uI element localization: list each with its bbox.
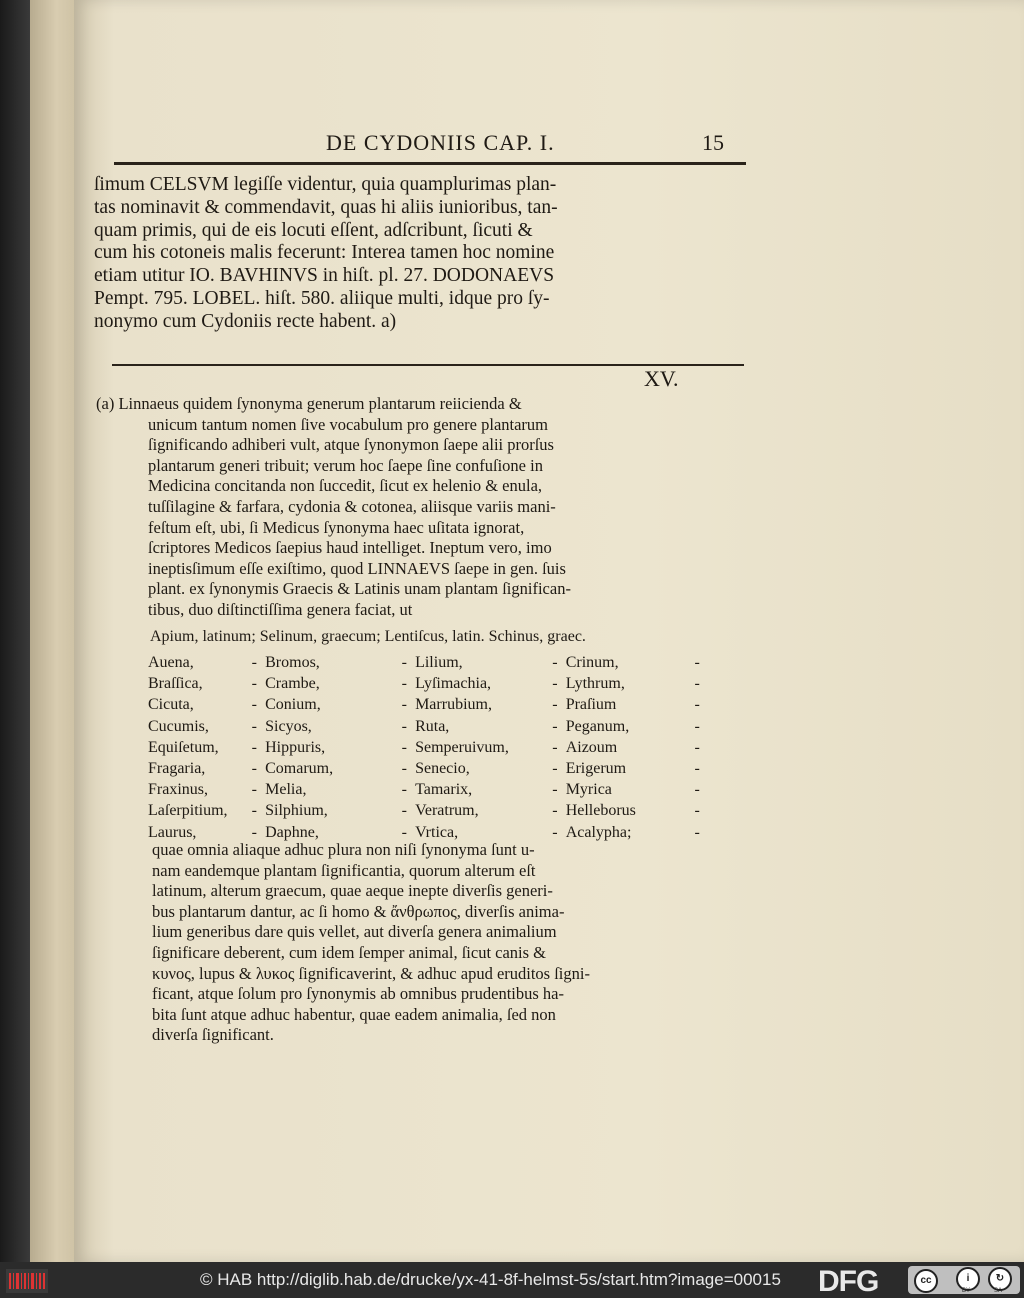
synonym-cell: Laſerpitium, xyxy=(148,802,228,820)
footnote-line: feſtum eſt, ubi, ſi Medicus ſynonyma haec uſitata ignorat, xyxy=(148,517,525,537)
dash-separator: - xyxy=(694,760,700,778)
synonym-cell: Bromos, xyxy=(265,654,320,671)
footnote-line: ſignificare deberent, cum idem ſemper animal, ſicut canis & xyxy=(152,942,547,962)
footnote-line: tibus, duo diſtinctiſſima genera faciat, ut xyxy=(148,599,413,619)
running-head xyxy=(114,126,754,158)
footnote-line: bita ſunt atque adhuc habentur, quae eadem animalia, ſed non xyxy=(152,1004,556,1024)
footnote-line: plant. ex ſynonymis Graecis & Latinis unam plantam ſignifican- xyxy=(148,579,571,599)
synonym-cell: Hippuris, xyxy=(265,738,326,756)
dash-separator: - xyxy=(552,823,558,841)
synonym-cell: Acalypha; xyxy=(565,823,632,841)
dash-separator: - xyxy=(251,802,257,820)
synonym-cell: Helleborus xyxy=(565,802,636,820)
dash-separator: - xyxy=(552,696,558,714)
synonym-header: Apium, latinum; Selinum, graecum; Lentiſcus, latin. Schinus, graec. xyxy=(150,628,586,645)
text-line: nonymo cum Cydoniis recte habent. a) xyxy=(94,310,397,332)
synonym-cell: Fraxinus, xyxy=(148,781,208,799)
dash-separator: - xyxy=(694,781,700,799)
text-line: ſimum CELSVM legiſſe videntur, quia quamplurimas plan- xyxy=(94,174,557,195)
dash-separator: - xyxy=(251,738,257,756)
dash-separator: - xyxy=(251,781,257,799)
synonym-cell: Conium, xyxy=(265,696,321,714)
main-text xyxy=(94,174,734,334)
text-line: quam primis, qui de eis locuti eſſent, adſcribunt, ſicuti & xyxy=(94,219,533,241)
dash-separator: - xyxy=(251,717,257,735)
synonym-cell: Myrica xyxy=(565,781,612,799)
synonym-cell: Silphium, xyxy=(265,802,328,820)
footnote-line: ſcriptores Medicos ſaepius haud intelliget. Ineptum vero, imo xyxy=(148,538,552,558)
section-number: XV. xyxy=(644,366,679,391)
synonym-cell: Crambe, xyxy=(265,675,320,693)
footnote-line: plantarum generi tribuit; verum hoc ſaepe ſine confuſione in xyxy=(148,455,543,475)
dash-separator: - xyxy=(552,760,558,778)
facing-page-edge xyxy=(30,0,74,1262)
footnote-line: quae omnia aliaque adhuc plura non niſi ſynonyma ſunt u- xyxy=(152,840,535,859)
share-alike-icon: ↻ xyxy=(988,1267,1012,1291)
footnote-line: tuſſilagine & farfara, cydonia & cotonea, aliisque variis mani- xyxy=(148,496,556,516)
synonym-cell: Praſium xyxy=(565,696,617,714)
dash-separator: - xyxy=(401,738,407,756)
footnote xyxy=(96,394,756,621)
synonym-row xyxy=(148,779,708,800)
text-line: etiam utitur IO. BAVHINVS in hiſt. pl. 27. DODONAEVS xyxy=(94,265,555,287)
synonym-row xyxy=(148,716,708,737)
synonym-cell: Braſſica, xyxy=(148,675,203,693)
dash-separator: - xyxy=(401,823,407,841)
dash-separator: - xyxy=(694,738,700,756)
synonym-cell: Veratrum, xyxy=(415,802,479,820)
dash-separator: - xyxy=(401,760,407,778)
footnote-line: diverſa ſignificant. xyxy=(152,1025,274,1045)
dash-separator: - xyxy=(251,675,257,693)
text-line: Pempt. 795. LOBEL. hiſt. 580. aliique multi, idque pro ſy- xyxy=(94,287,550,309)
dash-separator: - xyxy=(694,823,700,841)
synonym-cell: Daphne, xyxy=(265,823,319,841)
synonym-cell: Lythrum, xyxy=(565,675,625,693)
dfg-logo: DFG xyxy=(818,1265,879,1298)
by-label: BY xyxy=(962,1288,971,1294)
dash-separator: - xyxy=(401,781,407,799)
synonym-cell: Lilium, xyxy=(415,654,463,671)
synonym-cell: Laurus, xyxy=(148,823,197,841)
dash-separator: - xyxy=(552,675,558,693)
cc-license-badge[interactable] xyxy=(908,1266,1020,1294)
synonym-cell: Comarum, xyxy=(265,760,334,778)
synonym-cell: Equiſetum, xyxy=(148,738,219,756)
barcode-icon xyxy=(6,1269,48,1293)
synonym-cell: Tamarix, xyxy=(415,781,473,799)
dash-separator: - xyxy=(694,717,700,735)
dash-separator: - xyxy=(552,802,558,820)
synonym-cell: Fragaria, xyxy=(148,760,206,778)
synonym-cell: Erigerum xyxy=(565,760,627,778)
footnote-line: ſignificando adhiberi vult, atque ſynonymon ſaepe alii prorſus xyxy=(148,435,554,455)
synonym-row xyxy=(148,694,708,715)
synonym-cell: Lyſimachia, xyxy=(415,675,492,693)
text-line: cum his cotoneis malis fecerunt: Interea tamen hoc nomine xyxy=(94,242,555,264)
synonym-cell: Semperuivum, xyxy=(415,738,509,756)
footnote-line: unicum tantum nomen ſive vocabulum pro genere plantarum xyxy=(148,414,549,434)
dash-separator: - xyxy=(251,654,257,671)
dash-separator: - xyxy=(401,717,407,735)
dash-separator: - xyxy=(251,760,257,778)
synonym-cell: Aizoum xyxy=(565,738,618,756)
synonym-cell: Cucumis, xyxy=(148,717,209,735)
footnote-line: ficant, atque ſolum pro ſynonymis ab omnibus prudentibus ha- xyxy=(152,984,564,1004)
viewer-footer xyxy=(0,1262,1024,1298)
synonym-cell: Vrtica, xyxy=(415,823,459,841)
footnote-line: (a) Linnaeus quidem ſynonyma generum plantarum reiicienda & xyxy=(96,394,522,413)
synonym-cell: Auena, xyxy=(148,654,194,671)
synonym-cell: Senecio, xyxy=(415,760,470,778)
synonym-row xyxy=(148,737,708,758)
text-line: tas nominavit & commendavit, quas hi aliis iunioribus, tan- xyxy=(94,196,558,218)
footnote-line: ineptisſimum eſſe exiſtimo, quod LINNAEVS ſaepe in gen. ſuis xyxy=(148,558,566,578)
running-head-title: DE CYDONIIS CAP. I. xyxy=(326,130,555,155)
dash-separator: - xyxy=(401,675,407,693)
synonym-cell: Melia, xyxy=(265,781,307,799)
dash-separator: - xyxy=(401,654,407,671)
synonym-cell: Ruta, xyxy=(415,717,450,735)
dash-separator: - xyxy=(401,802,407,820)
footnote-line: bus plantarum dantur, ac ſi homo & ἄνθρωπος, diverſis anima- xyxy=(152,901,565,921)
cc-icon: cc xyxy=(914,1269,938,1293)
footnote-line: lium generibus dare quis vellet, aut diverſa genera animalium xyxy=(152,922,557,942)
dash-separator: - xyxy=(694,675,700,693)
dash-separator: - xyxy=(401,696,407,714)
dash-separator: - xyxy=(552,717,558,735)
synonym-cell: Marrubium, xyxy=(415,696,492,714)
footnote-continuation xyxy=(152,840,772,1046)
synonym-cell: Sicyos, xyxy=(265,717,312,735)
dash-separator: - xyxy=(694,654,700,671)
attribution-icon: i xyxy=(956,1267,980,1291)
synonym-row xyxy=(148,652,708,673)
synonym-row xyxy=(148,800,708,821)
synonym-cell: Cicuta, xyxy=(148,696,194,714)
dash-separator: - xyxy=(251,823,257,841)
dash-separator: - xyxy=(552,738,558,756)
footnote-line: Medicina concitanda non ſuccedit, ſicut ex helenio & enula, xyxy=(148,476,543,496)
header-rule xyxy=(114,162,746,165)
page-number: 15 xyxy=(702,130,724,155)
synonym-row xyxy=(148,673,708,694)
footnote-line: latinum, alterum graecum, quae aeque inepte diverſis generi- xyxy=(152,881,553,901)
synonym-row xyxy=(148,758,708,779)
dash-separator: - xyxy=(694,696,700,714)
synonym-cell: Peganum, xyxy=(565,717,630,735)
copyright-link[interactable]: © HAB http://diglib.hab.de/drucke/yx-41-8f-helmst-5s/start.htm?image=00015 xyxy=(200,1270,781,1289)
dash-separator: - xyxy=(251,696,257,714)
synonym-cell: Crinum, xyxy=(565,654,619,671)
scan-background xyxy=(0,0,30,1262)
sa-label: SA xyxy=(994,1288,1003,1294)
footnote-line: nam eandemque plantam ſignificantia, quorum alterum eſt xyxy=(152,860,536,880)
synonym-table xyxy=(148,652,708,843)
dash-separator: - xyxy=(552,781,558,799)
footnote-line: κυνος, lupus & λυκος ſignificaverint, & adhuc apud eruditos ſigni- xyxy=(152,963,590,983)
dash-separator: - xyxy=(552,654,558,671)
book-page xyxy=(74,0,1024,1262)
dash-separator: - xyxy=(694,802,700,820)
